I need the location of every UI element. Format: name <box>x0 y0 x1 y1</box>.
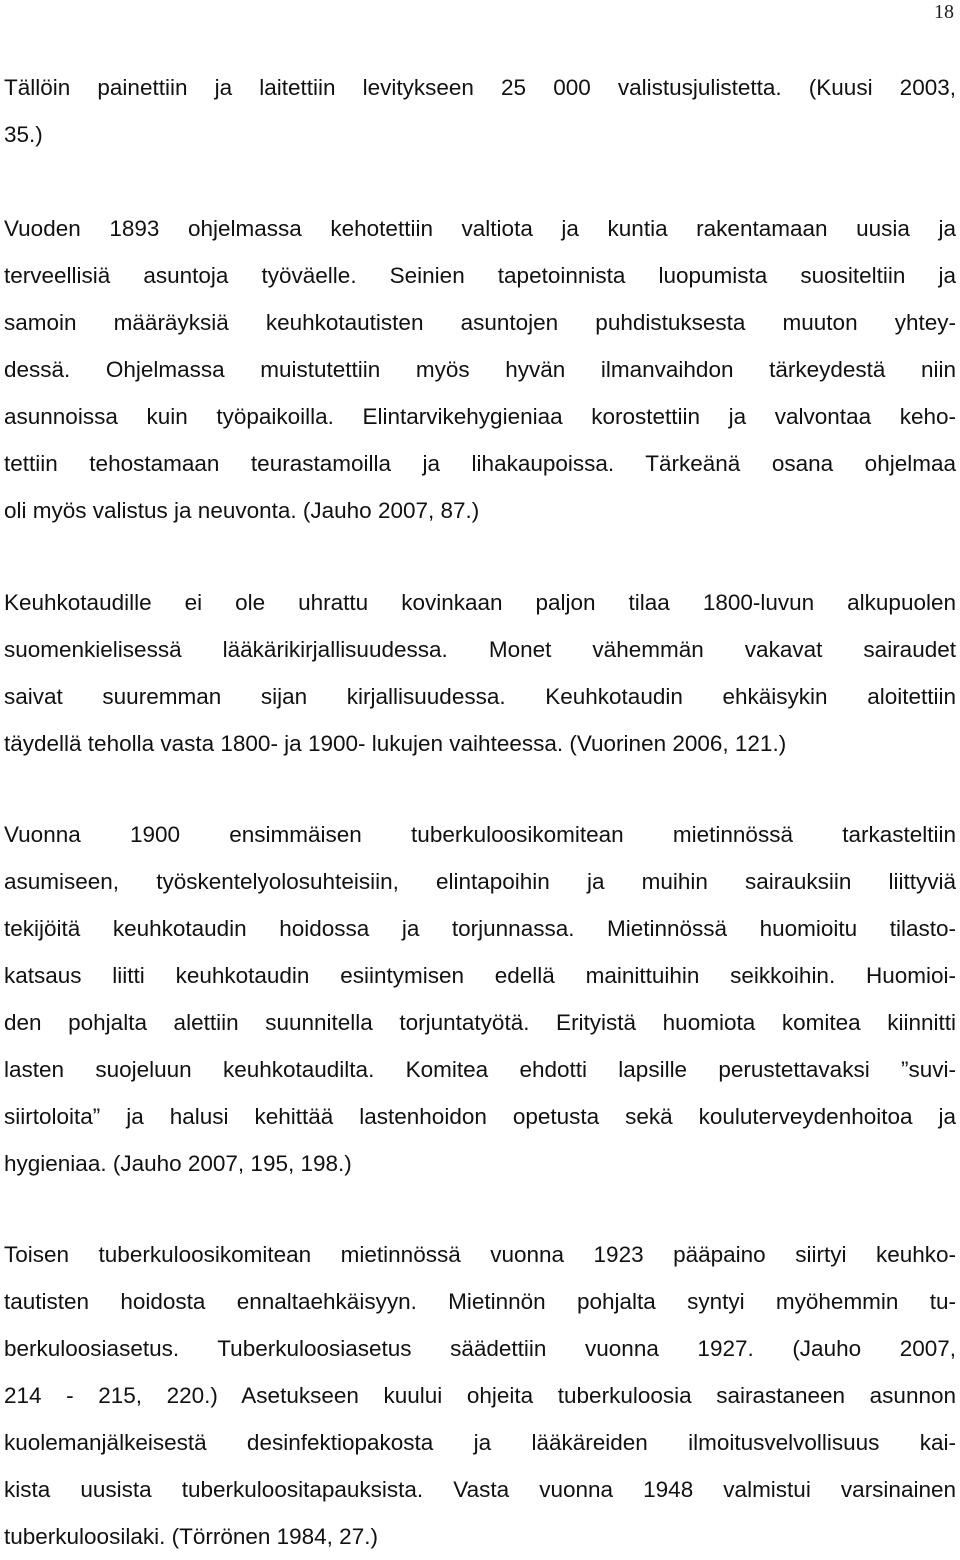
text-line: katsaus liitti keuhkotaudin esiintymisen edellä mainittuihin seikkoihin. Huomioi- <box>4 963 956 988</box>
text-line: 214 - 215, 220.) Asetukseen kuului ohjeita tuberkuloosia sairastaneen asunnon <box>4 1383 956 1408</box>
text-line: 35.) <box>4 122 43 147</box>
paragraph-1 <box>4 64 956 158</box>
text-line: Toisen tuberkuloosikomitean mietinnössä vuonna 1923 pääpaino siirtyi keuhko- <box>4 1242 956 1267</box>
text-line: suomenkielisessä lääkärikirjallisuudessa. Monet vähemmän vakavat sairaudet <box>4 637 956 662</box>
paragraph-2 <box>4 205 956 534</box>
text-line: berkuloosiasetus. Tuberkuloosiasetus säädettiin vuonna 1927. (Jauho 2007, <box>4 1336 956 1361</box>
text-line: asunnoissa kuin työpaikoilla. Elintarvikehygieniaa korostettiin ja valvontaa keho- <box>4 404 956 429</box>
text-line: Tällöin painettiin ja laitettiin levitykseen 25 000 valistusjulistetta. (Kuusi 2003, <box>4 75 956 100</box>
text-line: täydellä teholla vasta 1800- ja 1900- lukujen vaihteessa. (Vuorinen 2006, 121.) <box>4 731 787 756</box>
text-line: tekijöitä keuhkotaudin hoidossa ja torjunnassa. Mietinnössä huomioitu tilasto- <box>4 916 956 941</box>
text-line: samoin määräyksiä keuhkotautisten asuntojen puhdistuksesta muuton yhtey- <box>4 310 956 335</box>
text-line: Keuhkotaudille ei ole uhrattu kovinkaan paljon tilaa 1800-luvun alkupuolen <box>4 590 956 615</box>
text-line: asumiseen, työskentelyolosuhteisiin, elintapoihin ja muihin sairauksiin liittyviä <box>4 869 956 894</box>
paragraph-4 <box>4 811 956 1187</box>
text-line: terveellisiä asuntoja työväelle. Seinien tapetoinnista luopumista suositeltiin ja <box>4 263 956 288</box>
paragraph-3 <box>4 579 956 767</box>
paragraph-5 <box>4 1231 956 1560</box>
page-number: 18 <box>934 1 954 23</box>
text-line: tautisten hoidosta ennaltaehkäisyyn. Mietinnön pohjalta syntyi myöhemmin tu- <box>4 1289 956 1314</box>
text-line: dessä. Ohjelmassa muistutettiin myös hyvän ilmanvaihdon tärkeydestä niin <box>4 357 956 382</box>
text-line: oli myös valistus ja neuvonta. (Jauho 2007, 87.) <box>4 498 480 523</box>
text-line: Vuoden 1893 ohjelmassa kehotettiin valtiota ja kuntia rakentamaan uusia ja <box>4 216 956 241</box>
text-line: tettiin tehostamaan teurastamoilla ja lihakaupoissa. Tärkeänä osana ohjelmaa <box>4 451 956 476</box>
text-line: hygieniaa. (Jauho 2007, 195, 198.) <box>4 1151 352 1176</box>
text-line: tuberkuloosilaki. (Törrönen 1984, 27.) <box>4 1524 378 1549</box>
text-line: lasten suojeluun keuhkotaudilta. Komitea ehdotti lapsille perustettavaksi ”suvi- <box>4 1057 956 1082</box>
text-line: Vuonna 1900 ensimmäisen tuberkuloosikomitean mietinnössä tarkasteltiin <box>4 822 956 847</box>
text-line: siirtoloita” ja halusi kehittää lastenhoidon opetusta sekä kouluterveydenhoitoa ja <box>4 1104 956 1129</box>
text-line: kista uusista tuberkuloositapauksista. Vasta vuonna 1948 valmistui varsinainen <box>4 1477 956 1502</box>
text-line: saivat suuremman sijan kirjallisuudessa. Keuhkotaudin ehkäisykin aloitettiin <box>4 684 956 709</box>
text-line: den pohjalta alettiin suunnitella torjuntatyötä. Erityistä huomiota komitea kiinnitti <box>4 1010 956 1035</box>
text-line: kuolemanjälkeisestä desinfektiopakosta ja lääkäreiden ilmoitusvelvollisuus kai- <box>4 1430 956 1455</box>
